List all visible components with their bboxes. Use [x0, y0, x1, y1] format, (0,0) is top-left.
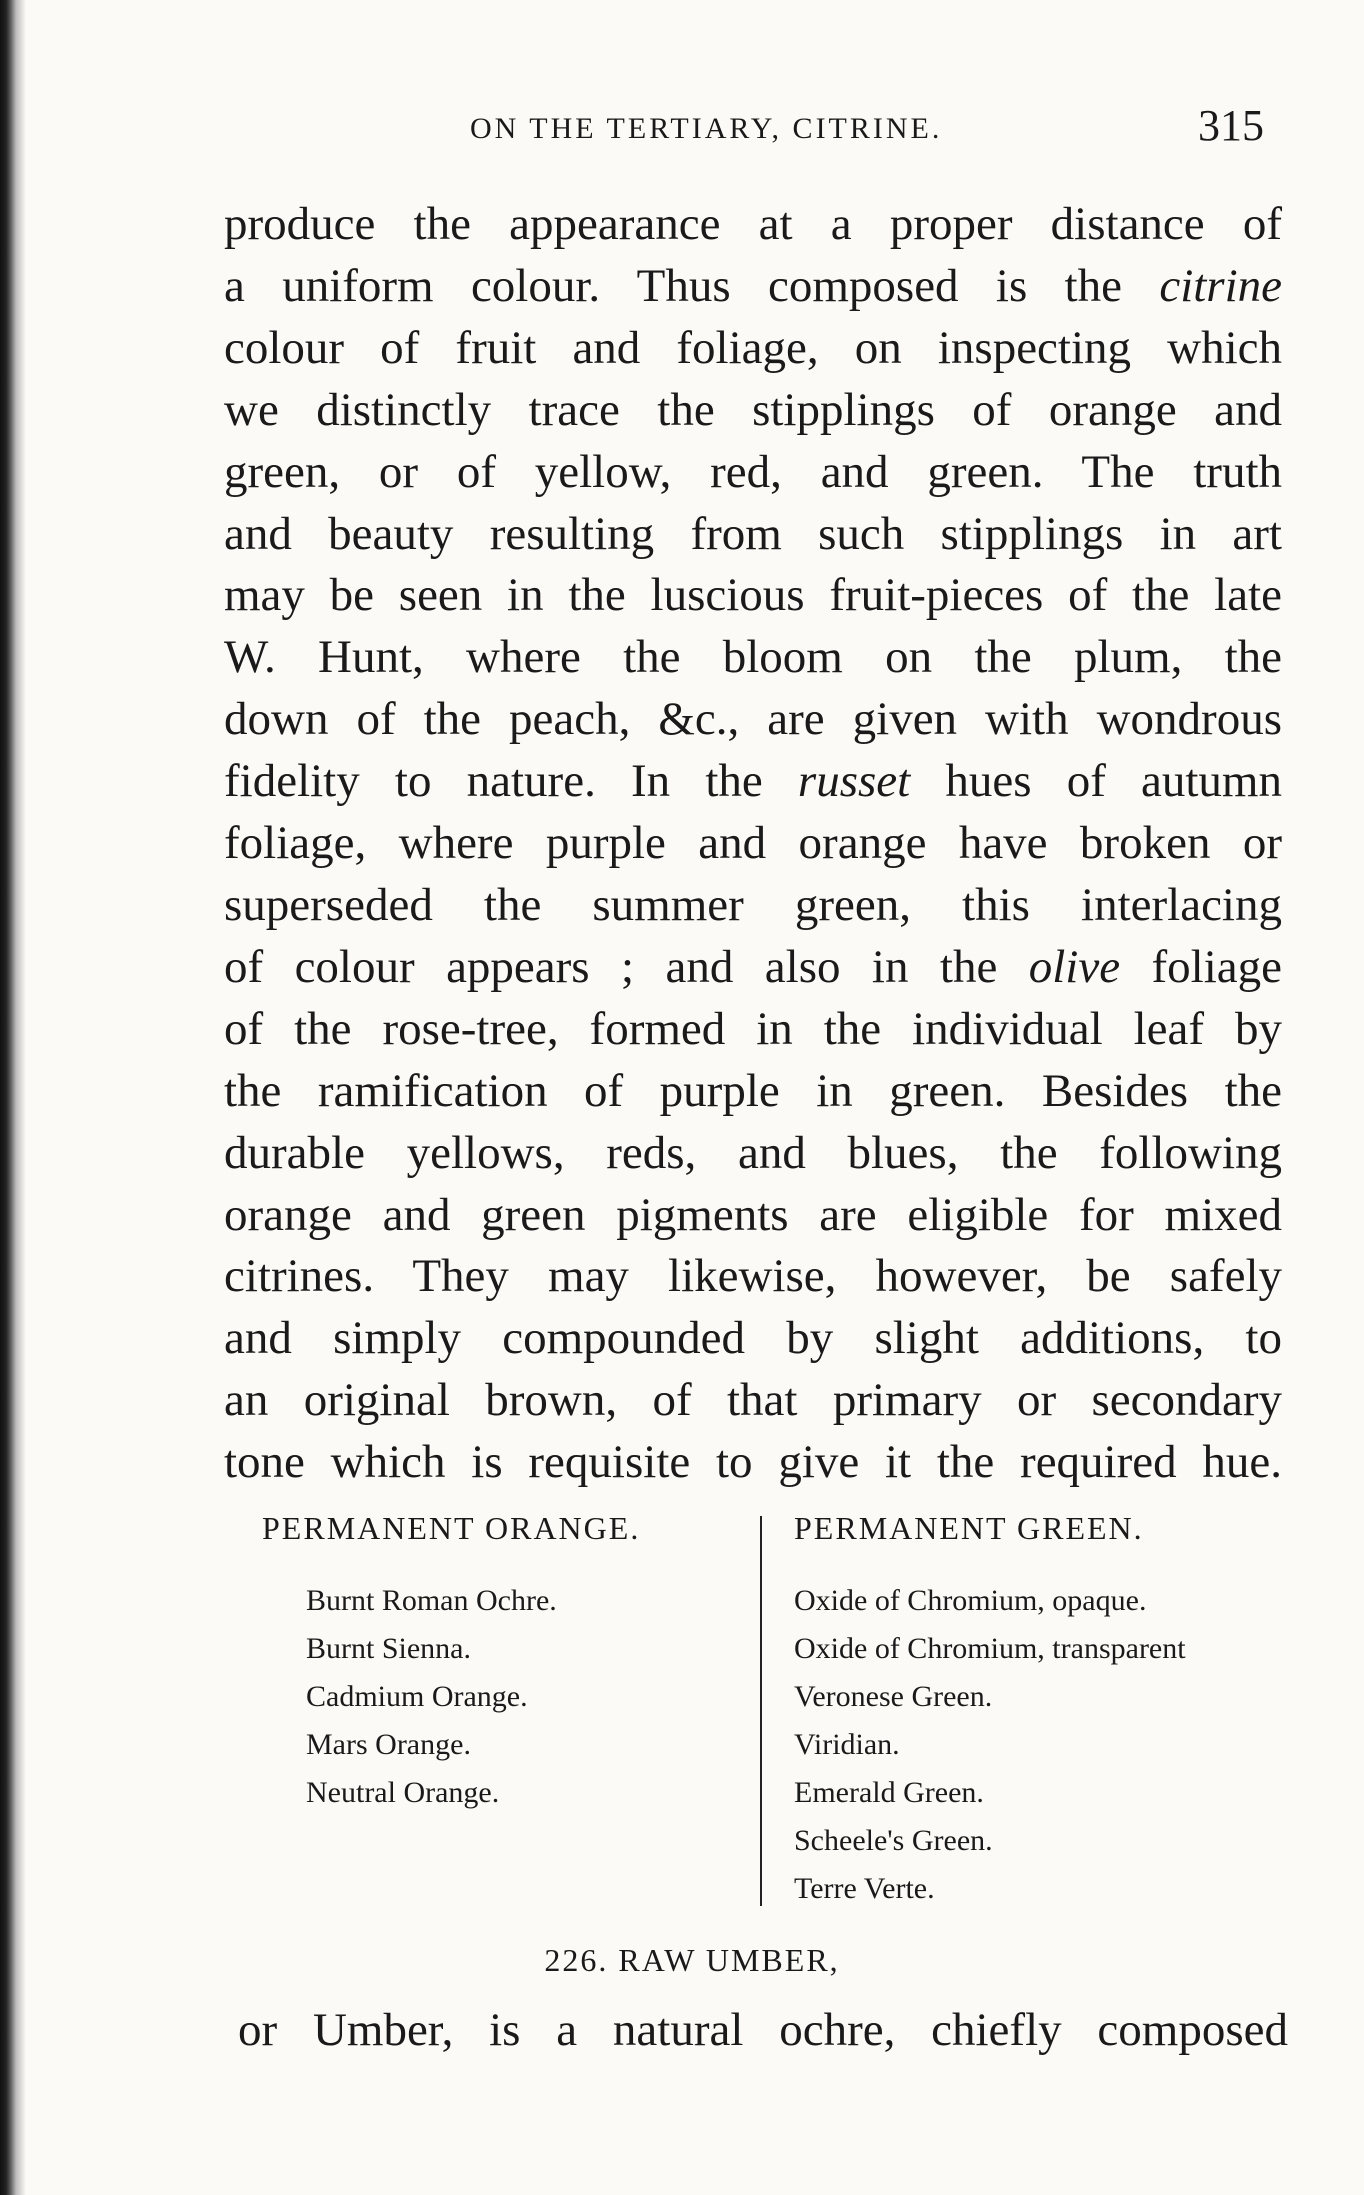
- page-header: [0, 100, 1364, 150]
- section-heading: 226. RAW UMBER,: [544, 1942, 840, 1978]
- text-line: W. Hunt, where the bloom on the plum, the: [224, 631, 1282, 684]
- section-body: [238, 2000, 1288, 2062]
- text-line: or Umber, is a natural ochre, chiefly composed: [238, 2004, 1288, 2056]
- text-line: durable yellows, reds, and blues, the following: [224, 1126, 1282, 1179]
- text-line: produce the appearance at a proper distance of: [224, 198, 1282, 250]
- text-line: we distinctly trace the stipplings of orange and: [224, 383, 1282, 436]
- green-item: Viridian.: [794, 1728, 900, 1761]
- green-item: Terre Verte.: [794, 1872, 935, 1905]
- text-line: superseded the summer green, this interlacing: [224, 878, 1282, 931]
- text-line: an original brown, of that primary or secondary: [224, 1374, 1282, 1427]
- italic-term-russet: russet: [797, 755, 911, 808]
- text-line: and beauty resulting from such stipplings in art: [224, 507, 1282, 560]
- text-line: foliage, where purple and orange have broken or: [224, 817, 1282, 870]
- text-line: green, or of yellow, red, and green. The truth: [224, 445, 1282, 498]
- green-item: Oxide of Chromium, opaque.: [794, 1584, 1147, 1617]
- green-item: Veronese Green.: [794, 1680, 993, 1713]
- running-head: ON THE TERTIARY, CITRINE.: [470, 112, 943, 145]
- column-divider: [760, 1516, 762, 1906]
- orange-item: Burnt Sienna.: [306, 1632, 471, 1665]
- orange-item: Mars Orange.: [306, 1728, 471, 1761]
- page-binding-edge: [0, 0, 26, 2195]
- text-line: tone which is requisite to give it the required hue.: [224, 1436, 1282, 1489]
- text-line: fidelity to nature. In the russet hues of autumn: [224, 755, 1282, 808]
- body-paragraph: [224, 194, 1282, 1494]
- green-item: Oxide of Chromium, transparent: [794, 1632, 1186, 1665]
- orange-item: Burnt Roman Ochre.: [306, 1584, 557, 1617]
- text-line: a uniform colour. Thus composed is the citrine: [224, 259, 1283, 312]
- text-line: the ramification of purple in green. Besides the: [224, 1064, 1282, 1117]
- page-number: 315: [1198, 101, 1264, 150]
- text-line: citrines. They may likewise, however, be safely: [224, 1250, 1282, 1303]
- text-line: and simply compounded by slight additions, to: [224, 1312, 1282, 1365]
- permanent-orange-column: [224, 1510, 754, 1817]
- permanent-orange-heading: PERMANENT ORANGE.: [262, 1510, 641, 1546]
- italic-term-olive: olive: [1028, 940, 1121, 993]
- permanent-green-column: [764, 1510, 1284, 1913]
- green-list: [764, 1577, 1284, 1913]
- text-line: down of the peach, &c., are given with wondrous: [224, 693, 1282, 746]
- orange-item: Neutral Orange.: [306, 1776, 500, 1809]
- orange-list: [224, 1577, 754, 1817]
- green-item: Emerald Green.: [794, 1776, 984, 1809]
- italic-term-citrine: citrine: [1159, 259, 1283, 312]
- green-item: Scheele's Green.: [794, 1824, 993, 1857]
- text-line: of colour appears ; and also in the olive foliage: [224, 940, 1282, 993]
- text-line: orange and green pigments are eligible for mixed: [224, 1188, 1282, 1241]
- text-line: may be seen in the luscious fruit-pieces of the late: [224, 569, 1282, 622]
- text-line: of the rose-tree, formed in the individual leaf by: [224, 1002, 1282, 1055]
- permanent-green-heading: PERMANENT GREEN.: [794, 1510, 1144, 1546]
- orange-item: Cadmium Orange.: [306, 1680, 528, 1713]
- pigment-columns: [224, 1510, 1284, 1905]
- text-line: colour of fruit and foliage, on inspecting which: [224, 321, 1282, 374]
